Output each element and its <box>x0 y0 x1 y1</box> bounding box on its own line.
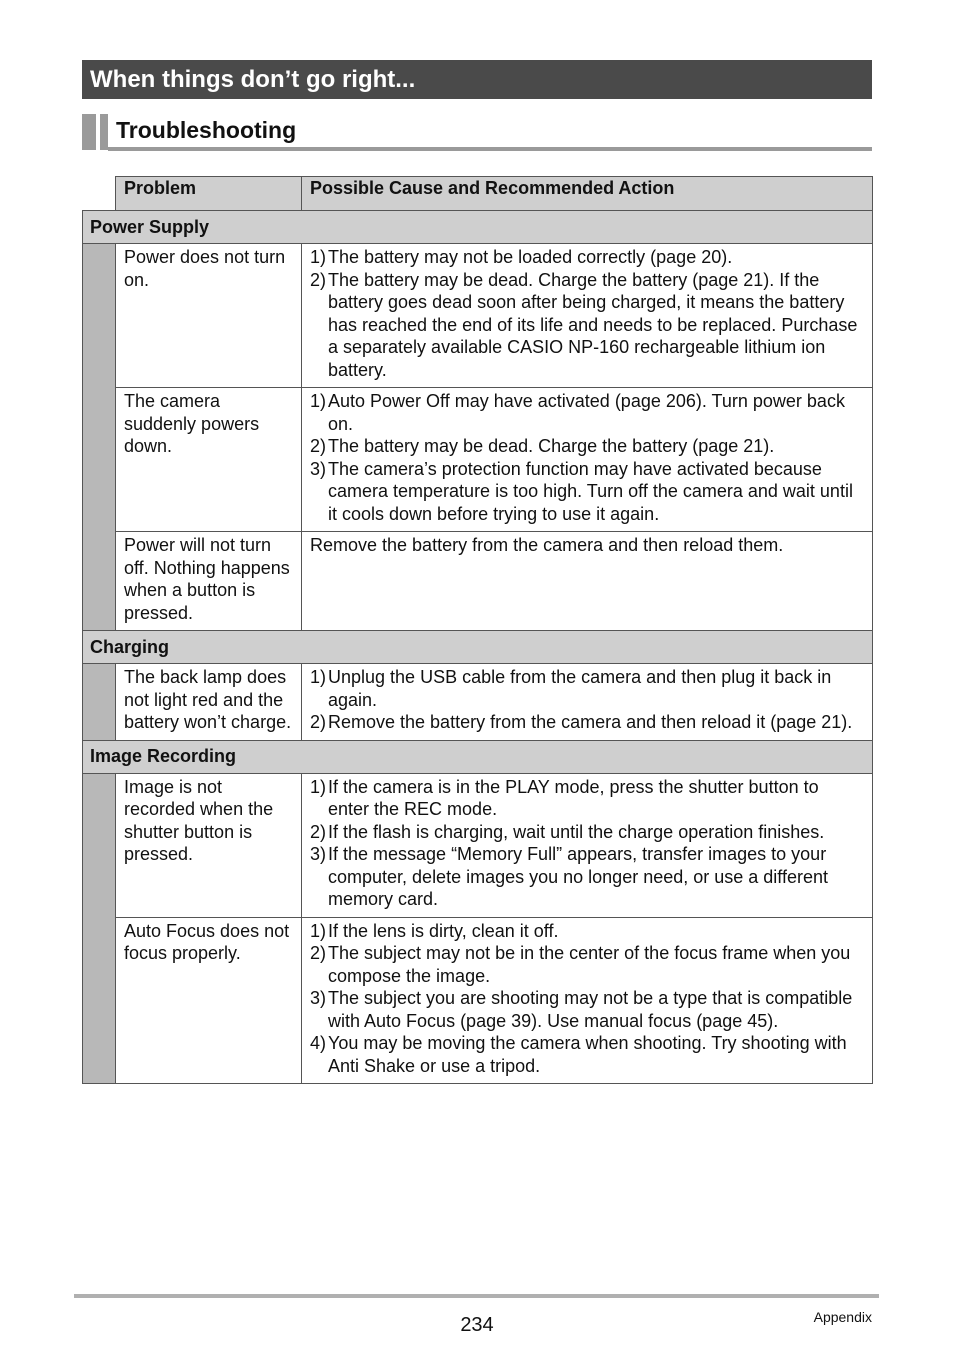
table-row <box>83 244 873 388</box>
action-text: If the message “Memory Full” appears, transfer images to your computer, delete images you no longer need, or use a different memory card. <box>328 844 828 909</box>
action-number: 1) <box>310 667 327 687</box>
action-number: 1) <box>310 391 327 411</box>
action-text: The camera’s protection function may have activated because camera temperature is too high. Turn off the camera and wait until it cools down before trying to use it again. <box>328 458 853 524</box>
category-side-bar <box>83 773 116 1084</box>
action-item <box>310 776 864 821</box>
problem-cell: The back lamp does not light red and the battery won’t charge. <box>116 664 302 741</box>
troubleshooting-table <box>82 176 873 1084</box>
column-header-action: Possible Cause and Recommended Action <box>302 177 873 211</box>
section-marker <box>100 114 108 150</box>
action-list <box>310 390 864 525</box>
action-cell <box>302 917 873 1084</box>
footer-section-label: Appendix <box>813 1309 872 1325</box>
action-item <box>310 269 864 382</box>
section-marker <box>82 114 96 150</box>
action-item <box>310 666 864 711</box>
section-heading <box>82 114 872 152</box>
action-cell <box>302 388 873 532</box>
category-label: Power Supply <box>83 211 873 244</box>
action-text: If the flash is charging, wait until the charge operation finishes. <box>328 821 825 842</box>
problem-cell: Power will not turn off. Nothing happens when a button is pressed. <box>116 532 302 631</box>
action-list <box>310 534 864 557</box>
action-text: The subject may not be in the center of the focus frame when you compose the image. <box>328 943 851 986</box>
section-title: Troubleshooting <box>116 117 297 143</box>
category-side-bar <box>83 664 116 741</box>
problem-cell: Auto Focus does not focus properly. <box>116 917 302 1084</box>
action-text: Auto Power Off may have activated (page 206). Turn power back on. <box>328 391 845 434</box>
action-item <box>310 843 864 911</box>
action-number: 1) <box>310 247 327 267</box>
table-row <box>83 773 873 917</box>
action-item <box>310 435 864 458</box>
action-item <box>310 246 864 269</box>
category-row <box>83 631 873 664</box>
action-number: 1) <box>310 776 327 797</box>
action-item <box>310 534 864 557</box>
action-number: 3) <box>310 458 327 479</box>
problem-cell: Image is not recorded when the shutter button is pressed. <box>116 773 302 917</box>
action-list <box>310 920 864 1078</box>
action-cell <box>302 773 873 917</box>
action-item <box>310 942 864 987</box>
action-text: The battery may be dead. Charge the battery (page 21). <box>328 436 775 456</box>
table-row <box>83 664 873 741</box>
table-header-row <box>83 177 873 211</box>
table-row <box>83 388 873 532</box>
action-list <box>310 776 864 911</box>
action-item <box>310 711 864 734</box>
action-list <box>310 666 864 734</box>
page-number: 234 <box>460 1314 494 1336</box>
action-text: Remove the battery from the camera and then reload it (page 21). <box>328 712 853 732</box>
action-item <box>310 920 864 943</box>
table-row <box>83 917 873 1084</box>
action-number: 2) <box>310 436 327 456</box>
action-item <box>310 821 864 844</box>
action-item <box>310 458 864 526</box>
problem-cell: The camera suddenly powers down. <box>116 388 302 532</box>
action-list <box>310 246 864 381</box>
action-number: 4) <box>310 1033 327 1053</box>
action-number: 2) <box>310 943 327 963</box>
action-cell <box>302 664 873 741</box>
action-text: Remove the battery from the camera and then reload them. <box>310 535 784 555</box>
category-row <box>83 211 873 244</box>
table-row <box>83 532 873 631</box>
action-item <box>310 390 864 435</box>
category-label: Charging <box>83 631 873 664</box>
action-number: 2) <box>310 712 327 732</box>
action-text: You may be moving the camera when shooting. Try shooting with Anti Shake or use a tripod. <box>328 1033 847 1076</box>
action-text: The battery may be dead. Charge the battery (page 21). If the battery goes dead soon after being charged, it means the battery has reached the end of its life and needs to be replaced. Purchase a separately available CASIO NP-160 rechargeable lithium ion battery. <box>328 269 858 380</box>
action-text: Unplug the USB cable from the camera and then plug it back in again. <box>328 667 832 710</box>
column-header-problem: Problem <box>116 177 302 211</box>
action-cell <box>302 244 873 388</box>
chapter-title: When things don’t go right... <box>82 60 872 99</box>
section-rule <box>108 147 872 151</box>
problem-cell: Power does not turn on. <box>116 244 302 388</box>
action-number: 3) <box>310 844 327 864</box>
action-number: 2) <box>310 821 327 842</box>
action-item <box>310 1032 864 1077</box>
action-cell <box>302 532 873 631</box>
action-text: If the camera is in the PLAY mode, press the shutter button to enter the REC mode. <box>328 776 819 819</box>
header-spacer <box>83 177 116 211</box>
footer-rule <box>74 1294 879 1298</box>
category-label: Image Recording <box>83 740 873 773</box>
action-number: 3) <box>310 988 327 1008</box>
action-text: The subject you are shooting may not be a type that is compatible with Auto Focus (page 39). Use manual focus (page 45). <box>328 988 853 1031</box>
action-item <box>310 987 864 1032</box>
action-number: 2) <box>310 269 327 290</box>
action-text: The battery may not be loaded correctly (page 20). <box>328 247 733 267</box>
category-side-bar <box>83 244 116 631</box>
action-number: 1) <box>310 920 327 941</box>
category-row <box>83 740 873 773</box>
action-text: If the lens is dirty, clean it off. <box>328 920 559 941</box>
